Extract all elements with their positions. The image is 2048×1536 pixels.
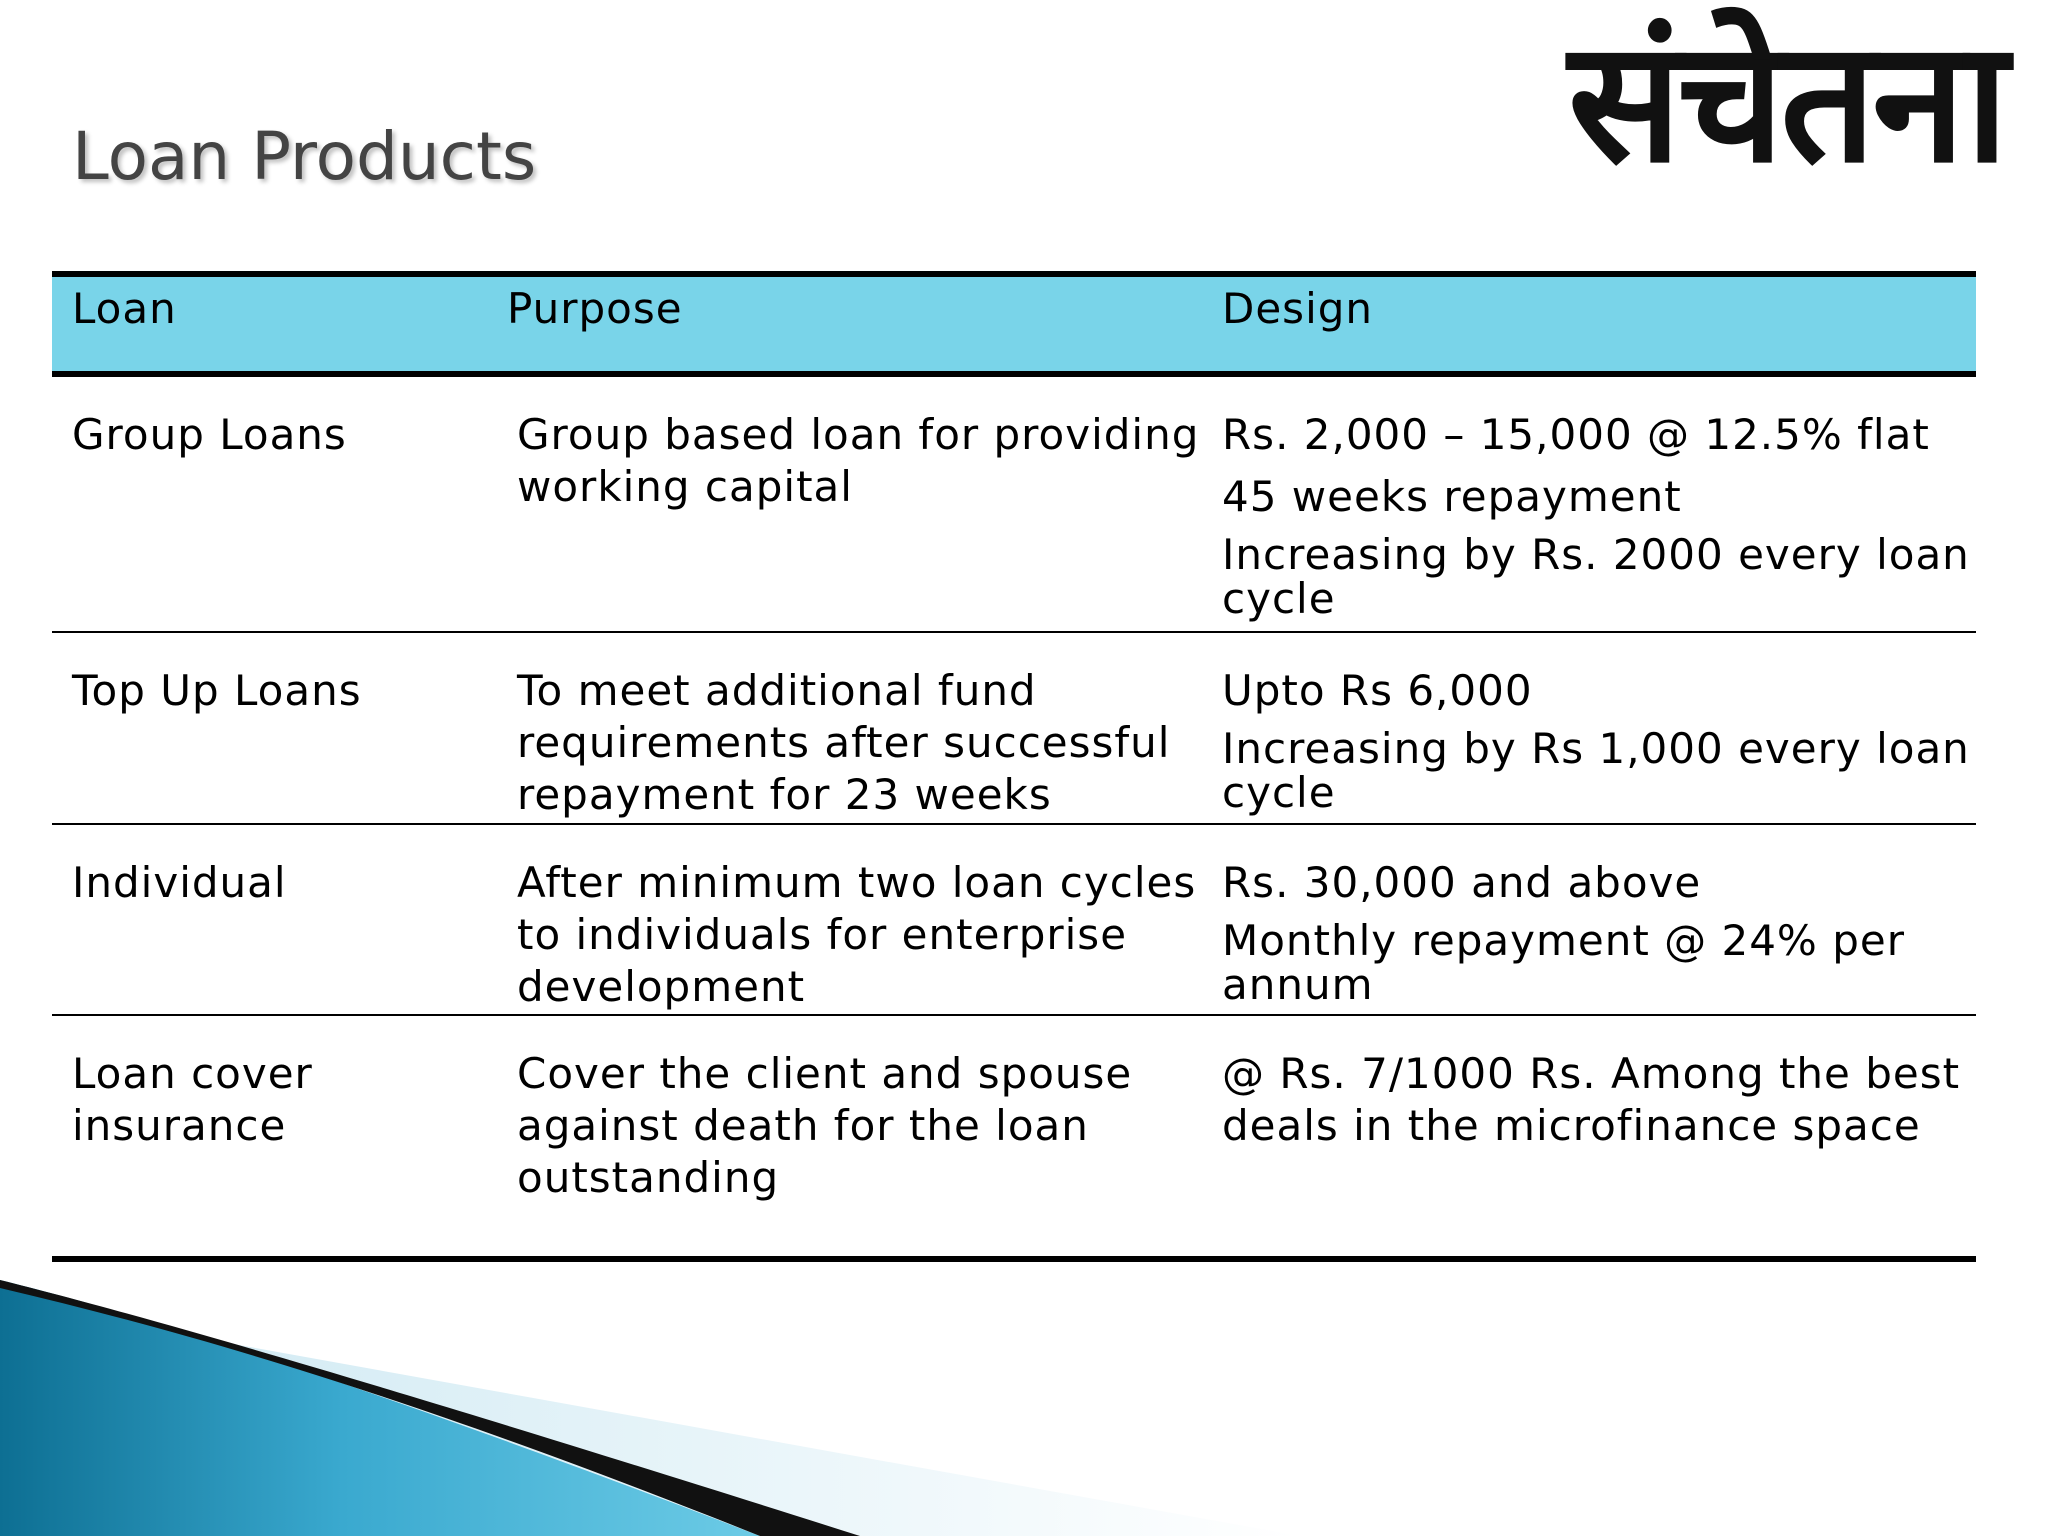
table-header-row [52, 271, 1976, 377]
decorative-swoosh [0, 1280, 2048, 1536]
purpose-line: Cover the client and spouse [517, 1049, 1133, 1098]
design-line: Increasing by Rs. 2000 every loan cycle [1222, 530, 1970, 623]
design-line: 45 weeks repayment [1222, 472, 1682, 521]
logo: संचेतना [1568, 4, 2005, 200]
loan-cell: Group Loans [72, 410, 347, 459]
loan-products-table [52, 271, 1976, 1262]
design-line: @ Rs. 7/1000 Rs. Among the best deals in the microfinance space [1222, 1049, 1961, 1150]
design-cell [1202, 1016, 1976, 1256]
purpose-cell [497, 377, 1202, 631]
design-line: Rs. 30,000 and above [1222, 858, 1702, 907]
header-purpose: Purpose [507, 284, 683, 333]
design-line: Upto Rs 6,000 [1222, 666, 1533, 715]
design-line: Rs. 2,000 – 15,000 @ 12.5% flat [1222, 410, 1930, 459]
design-cell [1202, 825, 1976, 1014]
header-loan: Loan [72, 284, 177, 333]
purpose-line: against death for the loan [517, 1101, 1089, 1150]
loan-cell: Top Up Loans [72, 666, 362, 715]
table-row [52, 825, 1976, 1016]
purpose-cell [497, 825, 1202, 1014]
page-title: Loan Products [72, 118, 537, 195]
table-row [52, 1016, 1976, 1262]
loan-cell: Individual [72, 858, 287, 907]
header-design: Design [1222, 284, 1374, 333]
table-row [52, 377, 1976, 633]
purpose-line: To meet additional fund [517, 666, 1037, 715]
purpose-line: Group based loan for providing [517, 410, 1200, 459]
purpose-cell [497, 633, 1202, 823]
purpose-line: outstanding [517, 1153, 780, 1202]
design-cell [1202, 377, 1976, 631]
purpose-line: repayment for 23 weeks [517, 770, 1052, 819]
purpose-line: requirements after successful [517, 718, 1171, 767]
design-line: Monthly repayment @ 24% per annum [1222, 916, 1905, 1009]
loan-cell: Loan cover insurance [72, 1049, 313, 1150]
purpose-line: to individuals for enterprise [517, 910, 1128, 959]
purpose-line: working capital [517, 462, 853, 511]
purpose-cell [497, 1016, 1202, 1256]
purpose-line: development [517, 962, 806, 1011]
table-row [52, 633, 1976, 825]
design-line: Increasing by Rs 1,000 every loan cycle [1222, 724, 1970, 817]
purpose-line: After minimum two loan cycles [517, 858, 1197, 907]
design-cell [1202, 633, 1976, 823]
